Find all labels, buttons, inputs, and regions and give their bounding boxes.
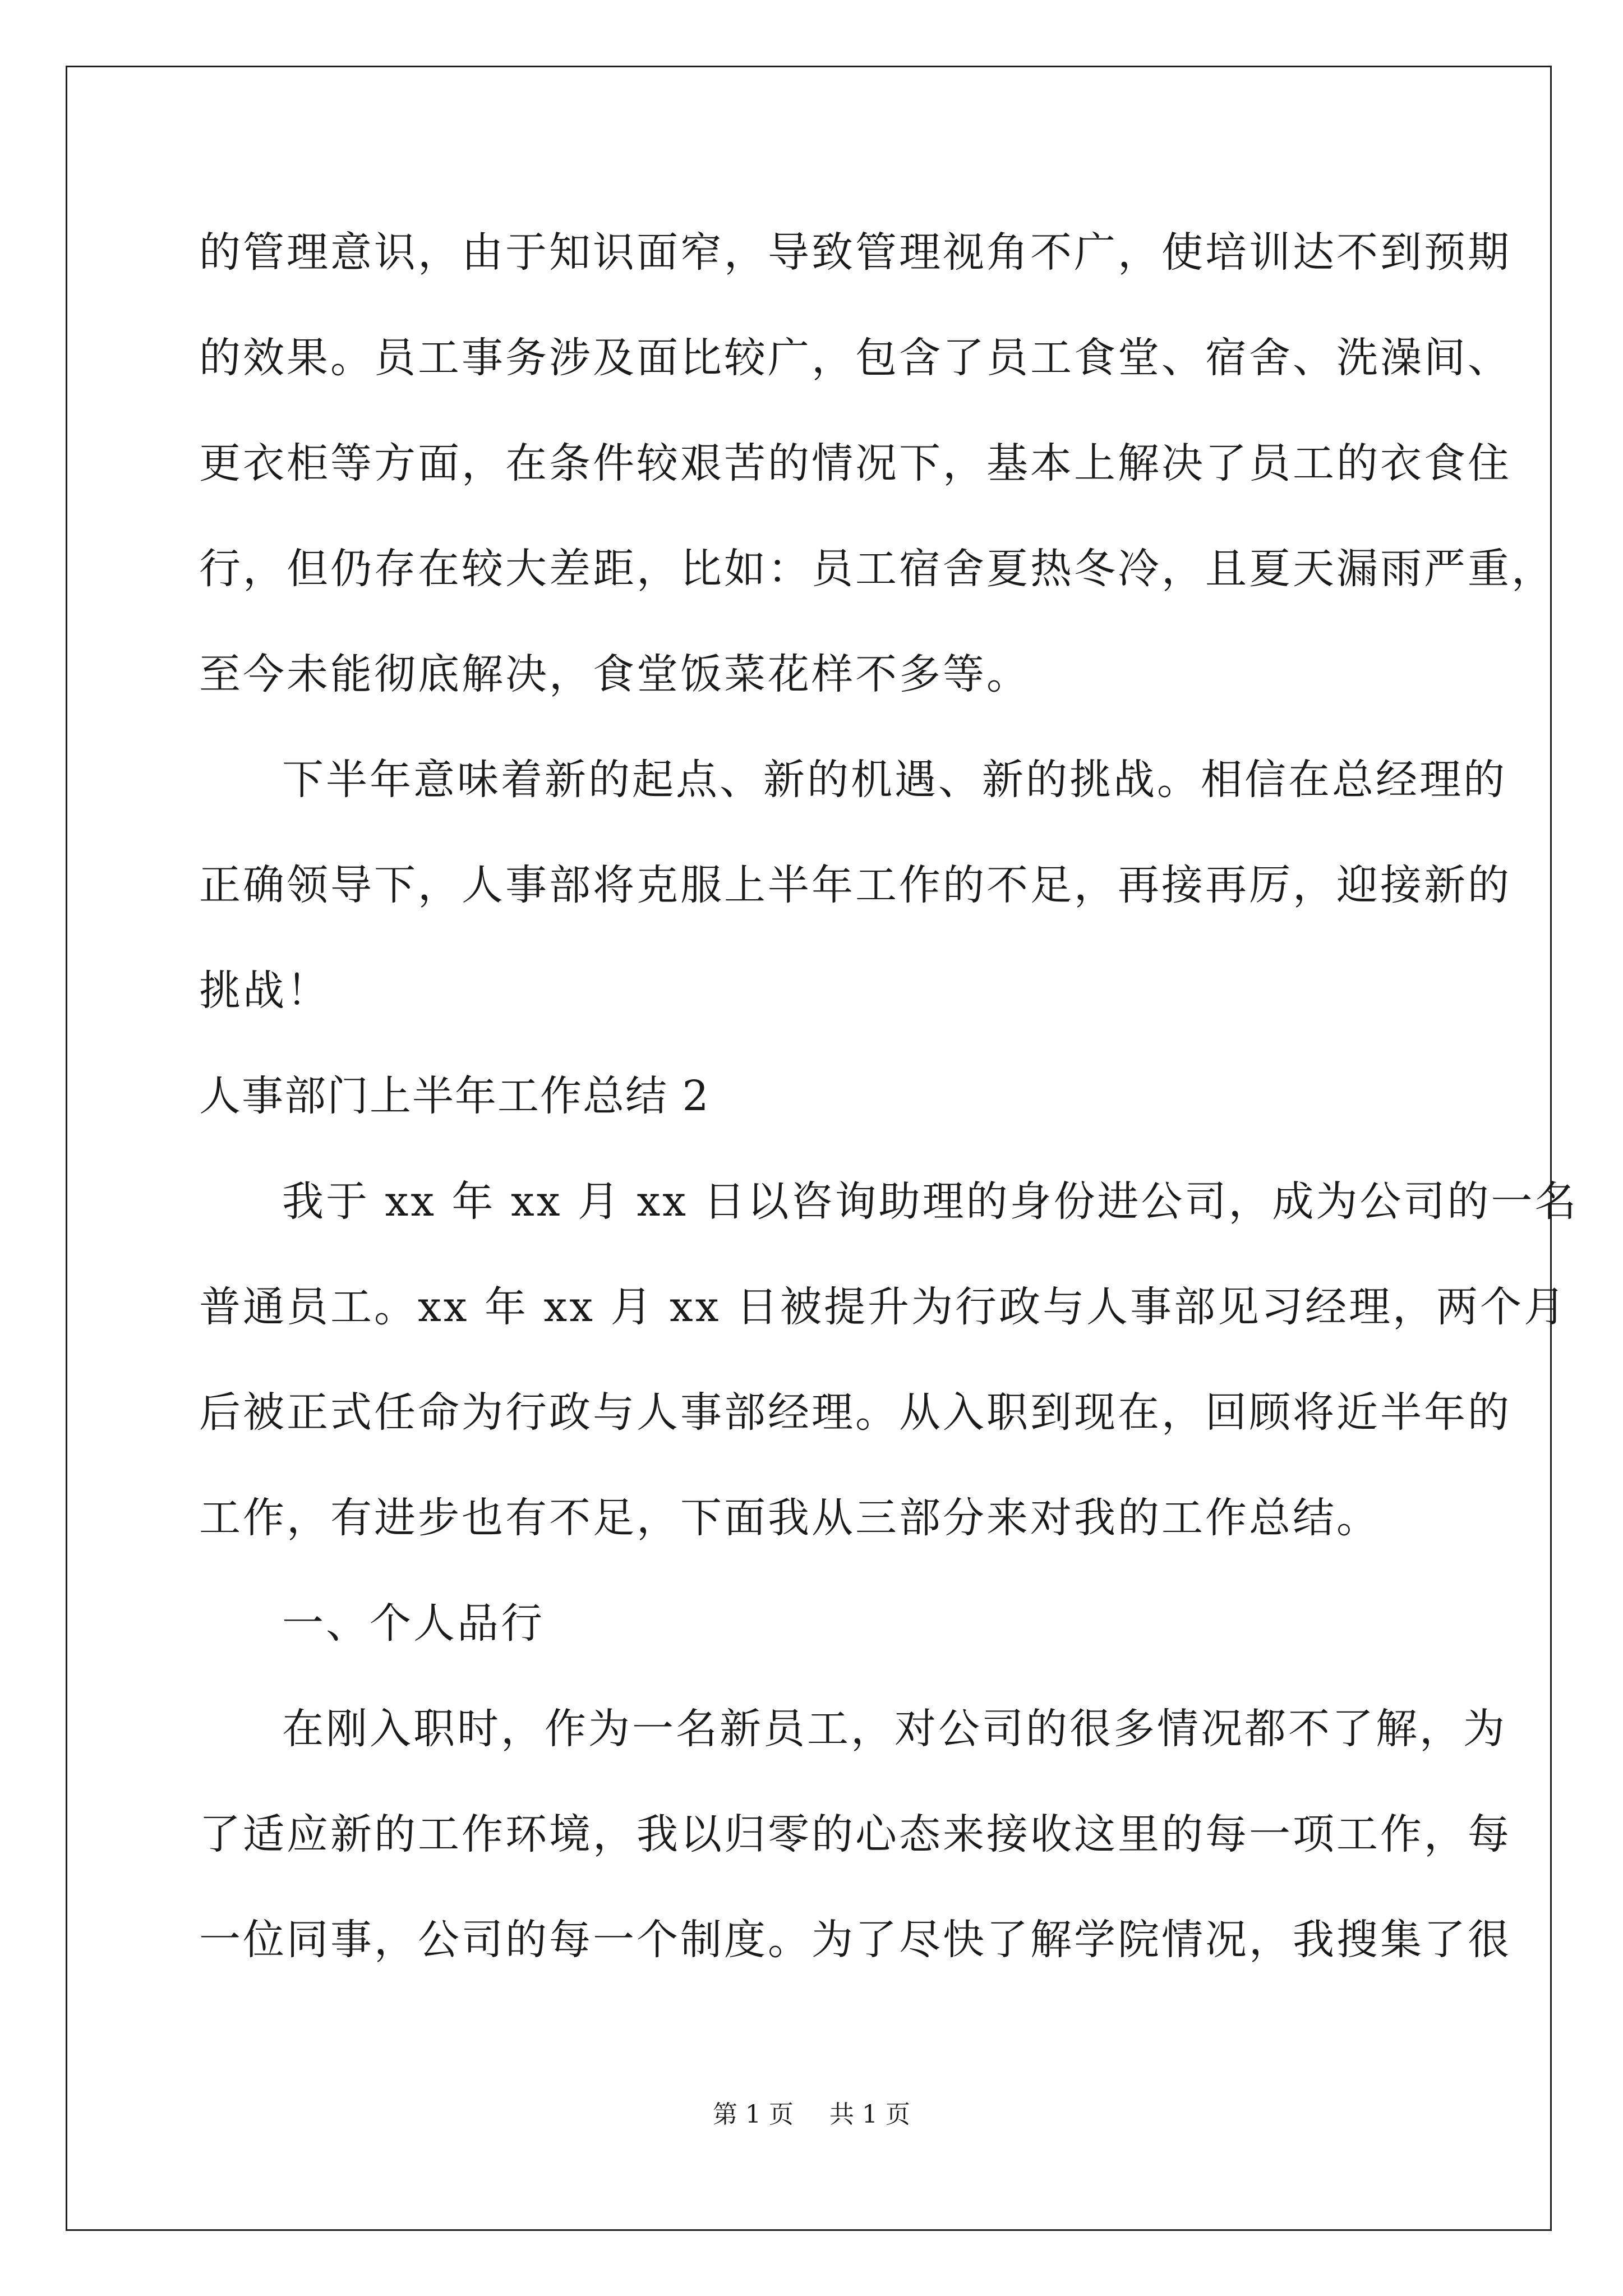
section-heading: 人事部门上半年工作总结 2 <box>199 1072 710 1120</box>
paragraph-line: 行，但仍存在较大差距，比如：员工宿舍夏热冬冷，且夏天漏雨严重， <box>199 545 1555 593</box>
paragraph-line: 更衣柜等方面，在条件较艰苦的情况下，基本上解决了员工的衣食住 <box>199 439 1511 487</box>
document-body <box>199 213 1579 2006</box>
page-number: 第 1 页 <box>713 2100 794 2129</box>
paragraph-line: 挑战！ <box>199 967 330 1015</box>
paragraph-line: 我于 xx 年 xx 月 xx 日以咨询助理的身份进公司，成为公司的一名 <box>282 1177 1579 1226</box>
page-total: 共 1 页 <box>829 2100 910 2129</box>
paragraph-line: 一位同事，公司的每一个制度。为了尽快了解学院情况，我搜集了很 <box>199 1916 1511 1964</box>
paragraph-line: 后被正式任命为行政与人事部经理。从入职到现在，回顾将近半年的 <box>199 1388 1511 1437</box>
page-footer <box>0 2098 1623 2132</box>
paragraph-line: 正确领导下，人事部将克服上半年工作的不足，再接再厉，迎接新的 <box>199 861 1511 909</box>
paragraph-line: 下半年意味着新的起点、新的机遇、新的挑战。相信在总经理的 <box>282 756 1507 804</box>
subsection-heading: 一、个人品行 <box>282 1599 545 1648</box>
paragraph-line: 在刚入职时，作为一名新员工，对公司的很多情况都不了解，为 <box>282 1705 1507 1753</box>
paragraph-line: 普通员工。xx 年 xx 月 xx 日被提升为行政与人事部见习经理，两个月 <box>199 1283 1568 1331</box>
paragraph-line: 了适应新的工作环境，我以归零的心态来接收这里的每一项工作，每 <box>199 1810 1511 1858</box>
paragraph-line: 工作，有进步也有不足，下面我从三部分来对我的工作总结。 <box>199 1494 1380 1542</box>
paragraph-line: 至今未能彻底解决，食堂饭菜花样不多等。 <box>199 650 1030 698</box>
paragraph-line: 的效果。员工事务涉及面比较广，包含了员工食堂、宿舍、洗澡间、 <box>199 334 1511 382</box>
paragraph-line: 的管理意识，由于知识面窄，导致管理视角不广，使培训达不到预期 <box>199 228 1511 277</box>
